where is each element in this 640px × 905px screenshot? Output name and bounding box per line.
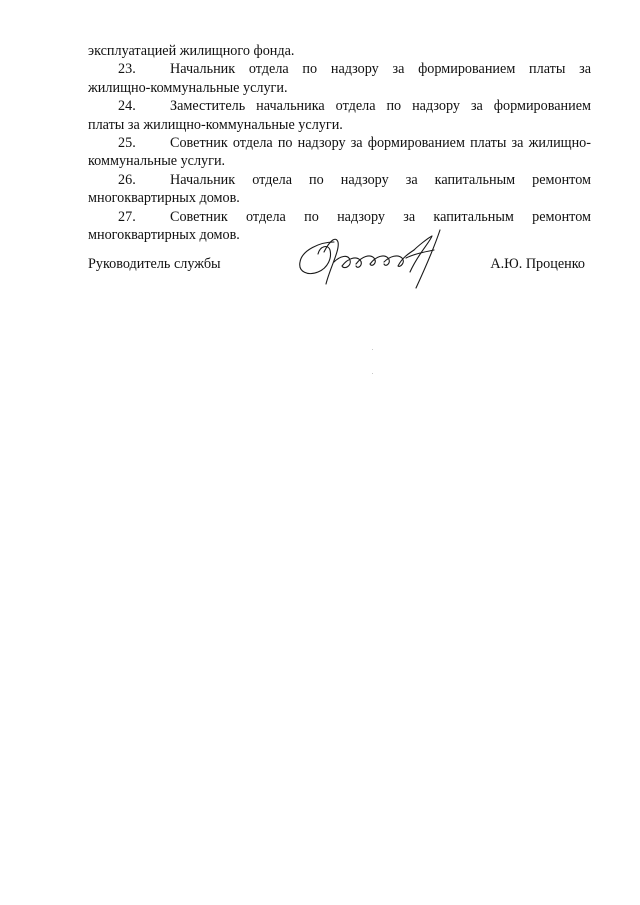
scan-speck — [372, 349, 373, 350]
list-item-27 — [88, 208, 591, 226]
item-text: Советник отдела по надзору за капитальным ремонтом — [170, 208, 591, 225]
item-25-continuation: коммунальные услуги. — [88, 153, 226, 170]
handwritten-signature — [290, 228, 460, 298]
signatory-position: Руководитель службы — [88, 256, 221, 272]
item-text: Начальник отдела по надзору за формированием платы за — [170, 61, 591, 78]
item-23-continuation: жилищно-коммунальные услуги. — [88, 79, 288, 96]
item-number: 26. — [118, 171, 136, 188]
item-text: Советник отдела по надзору за формированием платы за жилищно- — [170, 134, 591, 151]
item-24-continuation: платы за жилищно-коммунальные услуги. — [88, 116, 343, 133]
list-item-25 — [88, 134, 591, 152]
signatory-name: А.Ю. Проценко — [490, 256, 585, 272]
list-item-23 — [88, 60, 591, 78]
item-number: 23. — [118, 61, 136, 78]
document-body — [88, 42, 591, 244]
scan-speck — [372, 373, 373, 374]
list-item-24 — [88, 97, 591, 115]
item-number: 27. — [118, 208, 136, 225]
item-text: Заместитель начальника отдела по надзору за формированием — [170, 98, 591, 115]
item-number: 25. — [118, 134, 136, 151]
item-text: Начальник отдела по надзору за капитальным ремонтом — [170, 171, 591, 188]
list-item-26 — [88, 171, 591, 189]
item-number: 24. — [118, 98, 136, 115]
continuation-line: эксплуатацией жилищного фонда. — [88, 43, 295, 59]
item-26-continuation: многоквартирных домов. — [88, 190, 240, 207]
item-27-continuation: многоквартирных домов. — [88, 226, 240, 243]
